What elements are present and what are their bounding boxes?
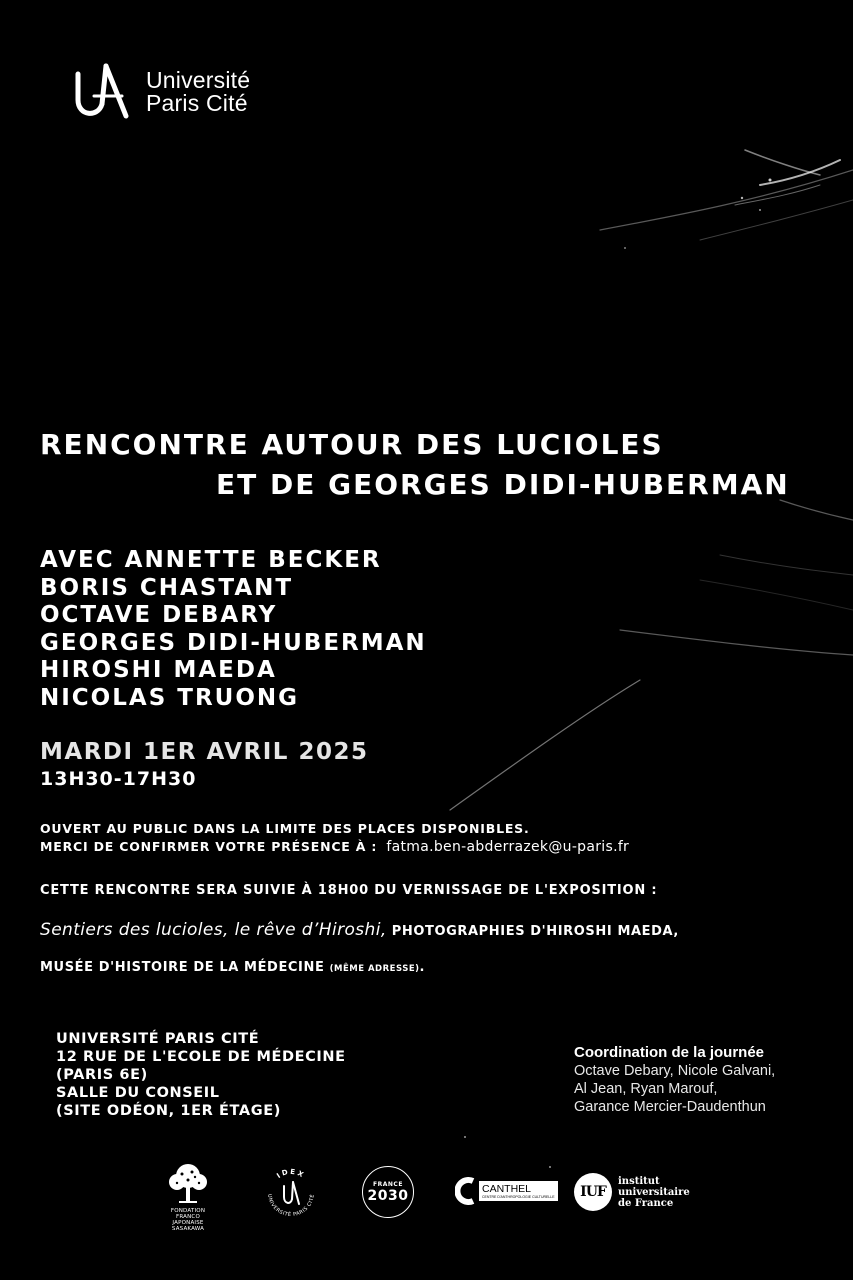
canthel-logo	[455, 1175, 558, 1207]
logo-line-1: Université	[146, 67, 251, 93]
fjs-label: FONDATION FRANCO JAPONAISE SASAKAWA	[170, 1208, 206, 1232]
idex-top-label: IDEX	[275, 1167, 307, 1181]
address-line: (PARIS 6E)	[56, 1067, 148, 1083]
canthel-wordmark	[479, 1181, 558, 1201]
registration-email-link[interactable]: fatma.ben-abderrazek@u-paris.fr	[386, 839, 630, 855]
address-line: UNIVERSITÉ PARIS CITÉ	[56, 1031, 260, 1047]
streak	[745, 150, 820, 175]
canthel-name: CANTHEL	[482, 1183, 532, 1195]
streak	[760, 160, 840, 185]
registration-note: OUVERT AU PUBLIC DANS LA LIMITE DES PLACES DISPONIBLES.	[40, 821, 530, 836]
speck	[769, 179, 772, 182]
coordination-line: Octave Debary, Nicole Galvani,	[574, 1063, 776, 1079]
speaker-list	[40, 547, 427, 712]
canthel-subtitle: CENTRE D'ANTHROPOLOGIE CULTURELLE	[482, 1195, 555, 1199]
speck	[759, 209, 761, 211]
logo-line-2: Paris Cité	[146, 90, 248, 116]
streak	[700, 580, 853, 610]
iuf-text	[618, 1176, 690, 1209]
france-label: FRANCE	[373, 1180, 403, 1188]
exhibition-photographer: PHOTOGRAPHIES D'HIROSHI MAEDA,	[391, 924, 679, 939]
coordination-heading: Coordination de la journée	[574, 1044, 765, 1061]
idex-seal-icon	[262, 1164, 320, 1222]
idex-logo	[262, 1164, 320, 1222]
museum-name: MUSÉE D'HISTOIRE DE LA MÉDECINE	[40, 960, 325, 975]
up-monogram-icon	[70, 60, 134, 124]
exhibition-title-italic: Sentiers des lucioles, le rêve d’Hiroshi,	[40, 920, 387, 940]
address-line: SALLE DU CONSEIL	[56, 1085, 220, 1101]
venue-address	[56, 1030, 346, 1120]
france-2030-logo	[362, 1166, 414, 1218]
exhibition-venue	[40, 960, 425, 975]
speaker-item: GEORGES DIDI-HUBERMAN	[40, 629, 427, 656]
streak	[450, 680, 640, 810]
event-time: 13H30-17H30	[40, 768, 197, 790]
streak	[600, 170, 853, 230]
streak	[780, 500, 853, 520]
speck	[624, 247, 626, 249]
universite-paris-cite-logo	[70, 60, 250, 124]
france-year: 2030	[367, 1187, 409, 1204]
registration-confirm-label: MERCI DE CONFIRMER VOTRE PRÉSENCE À :	[40, 839, 378, 854]
speaker-item: HIROSHI MAEDA	[40, 657, 277, 683]
speck	[464, 1136, 466, 1138]
tree-icon	[167, 1162, 209, 1206]
svg-text:IDEX	[275, 1168, 306, 1180]
address-line: (SITE ODÉON, 1ER ÉTAGE)	[56, 1103, 281, 1119]
canthel-c-icon	[455, 1177, 477, 1205]
event-date: MARDI 1ER AVRIL 2025	[40, 739, 369, 765]
registration-confirm	[40, 838, 629, 856]
coordination-block	[574, 1044, 775, 1116]
coordination-line: Garance Mercier-Daudenthun	[574, 1099, 766, 1115]
partner-logos	[0, 1150, 853, 1240]
iuf-line: institut	[618, 1175, 660, 1187]
exhibition-intro: CETTE RENCONTRE SERA SUIVIE À 18H00 DU VERNISSAGE DE L'EXPOSITION :	[40, 883, 658, 898]
logo-wordmark	[146, 69, 250, 115]
event-title-line-1: RENCONTRE AUTOUR DES LUCIOLES	[40, 428, 664, 461]
streak	[700, 200, 853, 240]
iuf-mark: IUF	[574, 1173, 612, 1211]
exhibition-title	[40, 920, 679, 940]
speaker-item: NICOLAS TRUONG	[40, 684, 300, 711]
iuf-line: universitaire	[618, 1186, 690, 1198]
streak	[620, 630, 853, 655]
speaker-item: BORIS CHASTANT	[40, 574, 294, 601]
iuf-line: de France	[618, 1197, 674, 1209]
coordination-line: Al Jean, Ryan Marouf,	[574, 1081, 718, 1097]
address-line: 12 RUE DE L'ECOLE DE MÉDECINE	[56, 1049, 346, 1065]
event-title-line-2: ET DE GEORGES DIDI-HUBERMAN	[216, 468, 790, 501]
fondation-franco-japonaise-logo	[160, 1158, 216, 1236]
speaker-item: OCTAVE DEBARY	[40, 602, 278, 628]
streak	[720, 555, 853, 575]
iuf-logo	[574, 1172, 690, 1212]
speaker-item: AVEC ANNETTE BECKER	[40, 547, 382, 573]
svg-text:UNIVERSITÉ PARIS CITÉ	[266, 1193, 316, 1218]
speck	[741, 197, 743, 199]
streak	[735, 185, 820, 205]
idex-bottom-label: UNIVERSITÉ PARIS CITÉ	[265, 1193, 317, 1219]
museum-end: .	[419, 960, 426, 975]
museum-note: (MÊME ADRESSE)	[329, 964, 420, 974]
